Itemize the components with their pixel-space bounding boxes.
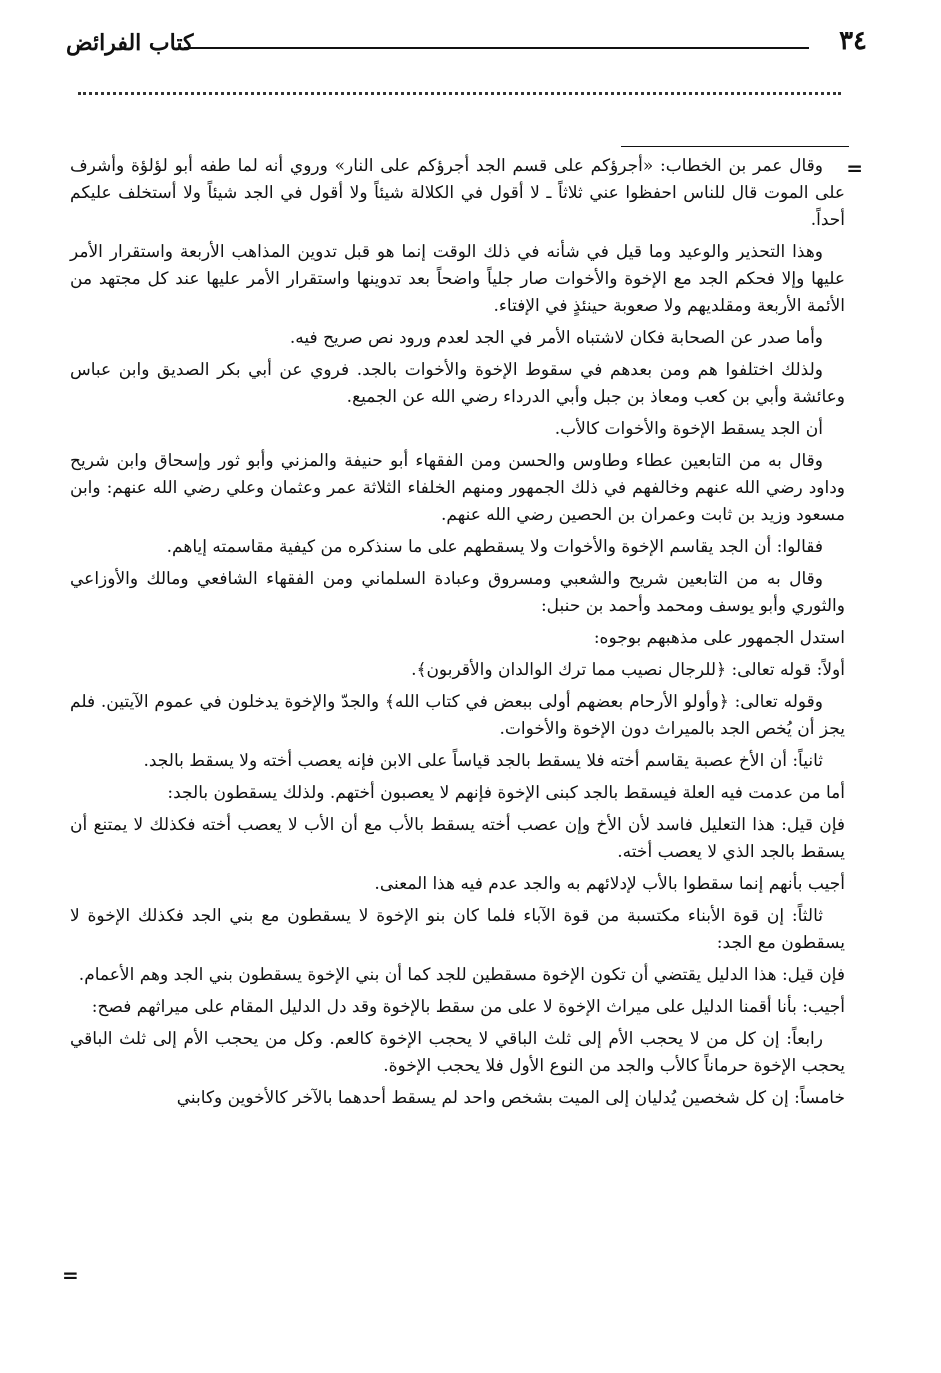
paragraph: ثانياً: أن الأخ عصبة يقاسم أخته فلا يسقط بالجد قياساً على الابن فإنه يعصب أخته ولا يسقط بالجد.: [143, 751, 823, 771]
paragraph: وقال به من التابعين عطاء وطاوس والحسن ومن الفقهاء أبو حنيفة والمزني وأبو ثور وإسحاق وابن شريح وداود رضي الله عنهم وخالفهم في ذلك الجمهور ومنهم الخلفاء الثلاثة عمر وعثمان وعلي رضي الله عنهم: وابن مسعود وزيد بن ثابت وعمران بن الحصين رضي الله عنهم.: [70, 451, 845, 525]
book-title: كتاب الفرائض: [66, 30, 194, 56]
paragraph: فإن قيل: هذا الدليل يقتضي أن تكون الإخوة مسقطين للجد كما أن بني الإخوة يسقطون بني الجد وهم الأعمام.: [78, 965, 845, 985]
paragraph: وقال به من التابعين شريح والشعبي ومسروق وعبادة السلماني ومن الفقهاء الشافعي ومالك والأوزاعي والثوري وأبو يوسف ومحمد وأحمد بن حنبل:: [70, 569, 845, 616]
paragraph: رابعاً: إن كل من لا يحجب الأم إلى ثلث الباقي لا يحجب الإخوة كالعم. وكل من يحجب الأم إلى ثلث الباقي يحجب الإخوة حرماناً كالأب والجد من النوع الأول فلا يحجب الإخوة.: [70, 1029, 845, 1076]
paragraph: فإن قيل: هذا التعليل فاسد لأن الأخ وإن عصب أخته يسقط بالأب مع أن الأب لا يعصب أخته فكذلك لا يمتنع أن يسقط بالجد الذي لا يعصب أخته.: [70, 815, 845, 862]
paragraph: استدل الجمهور على مذهبهم بوجوه:: [593, 628, 845, 648]
paragraph: خامساً: إن كل شخصين يُدليان إلى الميت بشخص واحد لم يسقط أحدهما بالآخر كالأخوين وكابني: [176, 1088, 845, 1108]
header-rule: [184, 47, 809, 49]
paragraph: أما من عدمت فيه العلة فيسقط بالجد كبنى الإخوة فإنهم لا يعصبون أختهم. ولذلك يسقطون بالجد:: [167, 783, 845, 803]
paragraph: ولذلك اختلفوا هم ومن بعدهم في سقوط الإخوة والأخوات بالجد. فروي عن أبي بكر الصديق وابن عباس وعائشة وأبي بن كعب ومعاذ بن جبل وأبي الدرداء رضي الله عن الجميع.: [70, 360, 845, 407]
paragraph: أجيب بأنهم إنما سقطوا بالأب لإدلائهم به والجد عدم فيه هذا المعنى.: [374, 874, 845, 894]
continuation-mark-bottom: =: [62, 1263, 79, 1287]
paragraph: وقال عمر بن الخطاب: «أجرؤكم على قسم الجد أجرؤكم على النار» وروي أنه لما طفه أبو لؤلؤة وأشرف على الموت قال للناس احفظوا عني ثلاثاً ـ لا أقول في الكلالة شيئاً ولا أقول في الجد شيئاً ولا أستخلف عليكم أحداً.: [70, 156, 845, 230]
dotted-separator: [78, 92, 841, 95]
paragraph: أن الجد يسقط الإخوة والأخوات كالأب.: [554, 419, 823, 439]
paragraph: ثالثاً: إن قوة الأبناء مكتسبة من قوة الآباء فلما كان بنو الإخوة لا يسقطون مع بني الجد فكذلك الإخوة لا يسقطون مع الجد:: [70, 906, 845, 953]
continuation-mark-top: =: [846, 156, 863, 180]
page-number: ٣٤: [839, 26, 867, 56]
running-header: [66, 24, 867, 64]
paragraph: أجيب: بأنا أقمنا الدليل على ميراث الإخوة لا على من سقط بالإخوة وقد دل الدليل المقام على ميراثهم فصح:: [91, 997, 845, 1017]
footnote-rule: [621, 146, 849, 147]
paragraph: وهذا التحذير والوعيد وما قيل في شأنه في ذلك الوقت إنما هو قبل تدوين المذاهب الأربعة واستقرار الأمر عليها وإلا فحكم الجد مع الإخوة والأخوات صار جلياً واضحاً بعد تدوينها واستقرار الأمر عليها عند كل مجتهد من الأئمة الأربعة ومقلديهم ولا صعوبة حينئذٍ في الإفتاء.: [70, 242, 845, 316]
paragraph: أولاً: قوله تعالى: ﴿للرجال نصيب مما ترك الوالدان والأقربون﴾.: [411, 660, 845, 680]
footnote-text: [70, 153, 845, 1117]
paragraph: وقوله تعالى: ﴿وأولو الأرحام بعضهم أولى ببعض في كتاب الله﴾ والجدّ والإخوة يدخلون في عموم الآيتين. فلم يجز أن يُخص الجد بالميراث دون الإخوة والأخوات.: [70, 692, 845, 739]
paragraph: وأما صدر عن الصحابة فكان لاشتباه الأمر في الجد لعدم ورود نص صريح فيه.: [289, 328, 823, 348]
paragraph: فقالوا: أن الجد يقاسم الإخوة والأخوات ولا يسقطهم على ما سنذكره من كيفية مقاسمته إياهم.: [166, 537, 823, 557]
